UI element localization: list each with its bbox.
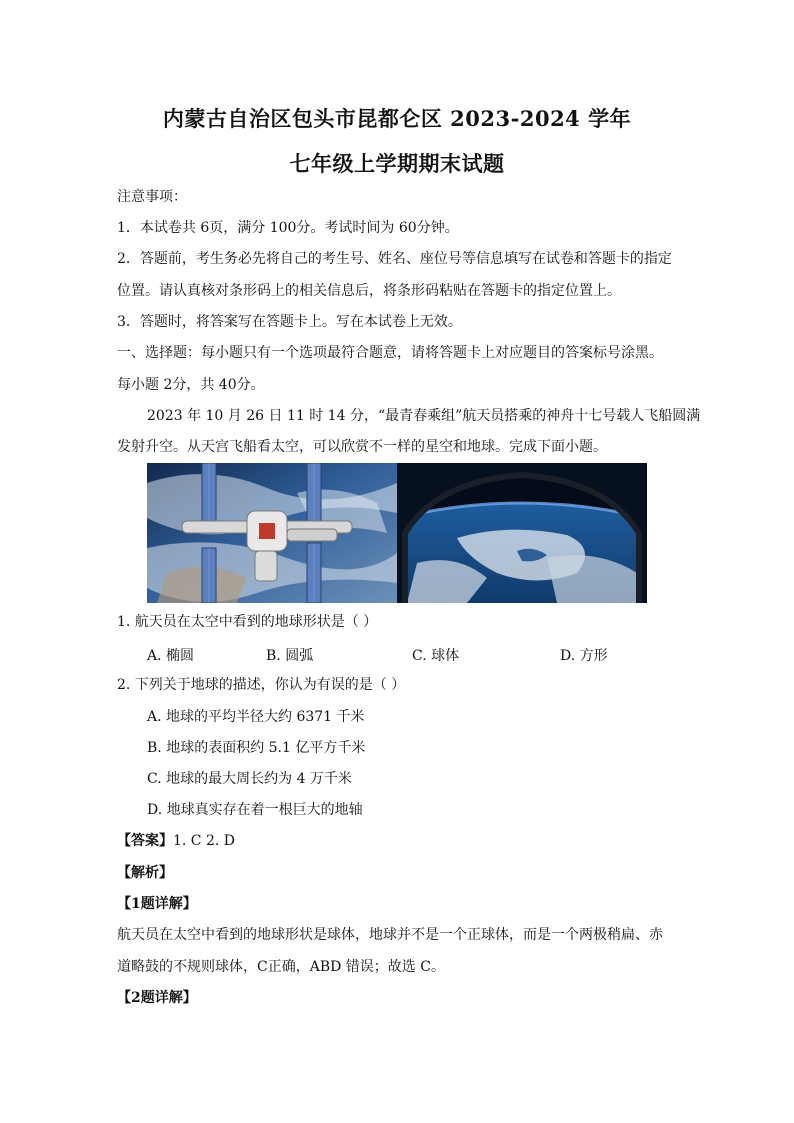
question-2-stem: 2. 下列关于地球的描述，你认为有误的是（ ） bbox=[117, 677, 406, 693]
notice-item-3: 3．答题时，将答案写在答题卡上。写在本试卷上无效。 bbox=[117, 314, 462, 330]
answer-line bbox=[117, 832, 687, 850]
earth-from-window-photo bbox=[397, 463, 647, 603]
question-1-stem: 1. 航天员在太空中看到的地球形状是（ ） bbox=[117, 614, 378, 630]
q2-option-d: D. 地球真实存在着一根巨大的地轴 bbox=[147, 802, 363, 818]
exam-title-line1: 内蒙古自治区包头市昆都仑区 2023-2024 学年 bbox=[162, 106, 632, 131]
notice-item-2-line1: 2．答题前，考生务必先将自己的考生号、姓名、座位号等信息填写在试卷和答题卡的指定 bbox=[117, 251, 672, 267]
q1-option-d: D. 方形 bbox=[560, 648, 608, 664]
q2-option-b: B. 地球的表面积约 5.1 亿平方千米 bbox=[147, 740, 366, 756]
section-heading-line2: 每小题 2分，共 40分。 bbox=[117, 377, 265, 393]
detail-2-label: 【2题详解】 bbox=[117, 990, 197, 1006]
section-heading-line1: 一、选择题：每小题只有一个选项最符合题意，请将答题卡上对应题目的答案标号涂黑。 bbox=[117, 345, 663, 361]
notice-heading: 注意事项： bbox=[117, 189, 187, 205]
detail-1-line1: 航天员在太空中看到的地球形状是球体，地球并不是一个正球体，而是一个两极稍扁、赤 bbox=[117, 927, 663, 943]
intro-paragraph-line1: 2023 年 10 月 26 日 11 时 14 分，“最青春乘组”航天员搭乘的神舟十七号载人飞船圆满 bbox=[147, 408, 701, 424]
space-station-photo bbox=[147, 463, 397, 603]
detail-1-label: 【1题详解】 bbox=[117, 896, 197, 912]
notice-item-1: 1．本试卷共 6页，满分 100分。考试时间为 60分钟。 bbox=[117, 220, 459, 236]
analysis-label: 【解析】 bbox=[117, 865, 173, 881]
question-1-options bbox=[0, 645, 794, 663]
answer-text: 1. C 2. D bbox=[173, 833, 236, 849]
exam-title-line2: 七年级上学期期末试题 bbox=[289, 151, 505, 176]
detail-1-line2: 道略鼓的不规则球体，C正确，ABD 错误；故选 C。 bbox=[117, 959, 445, 975]
answer-label: 【答案】 bbox=[117, 833, 173, 849]
intro-paragraph-line2: 发射升空。从天宫飞船看太空，可以欣赏不一样的星空和地球。完成下面小题。 bbox=[117, 439, 607, 455]
q2-option-c: C. 地球的最大周长约为 4 万千米 bbox=[147, 771, 352, 787]
q1-option-b: B. 圆弧 bbox=[266, 648, 314, 664]
q2-option-a: A. 地球的平均半径大约 6371 千米 bbox=[147, 709, 365, 725]
notice-item-2-line2: 位置。请认真核对条形码上的相关信息后，将条形码粘贴在答题卡的指定位置上。 bbox=[117, 283, 621, 299]
q1-option-c: C. 球体 bbox=[412, 648, 460, 664]
q1-option-a: A. 椭圆 bbox=[147, 648, 195, 664]
